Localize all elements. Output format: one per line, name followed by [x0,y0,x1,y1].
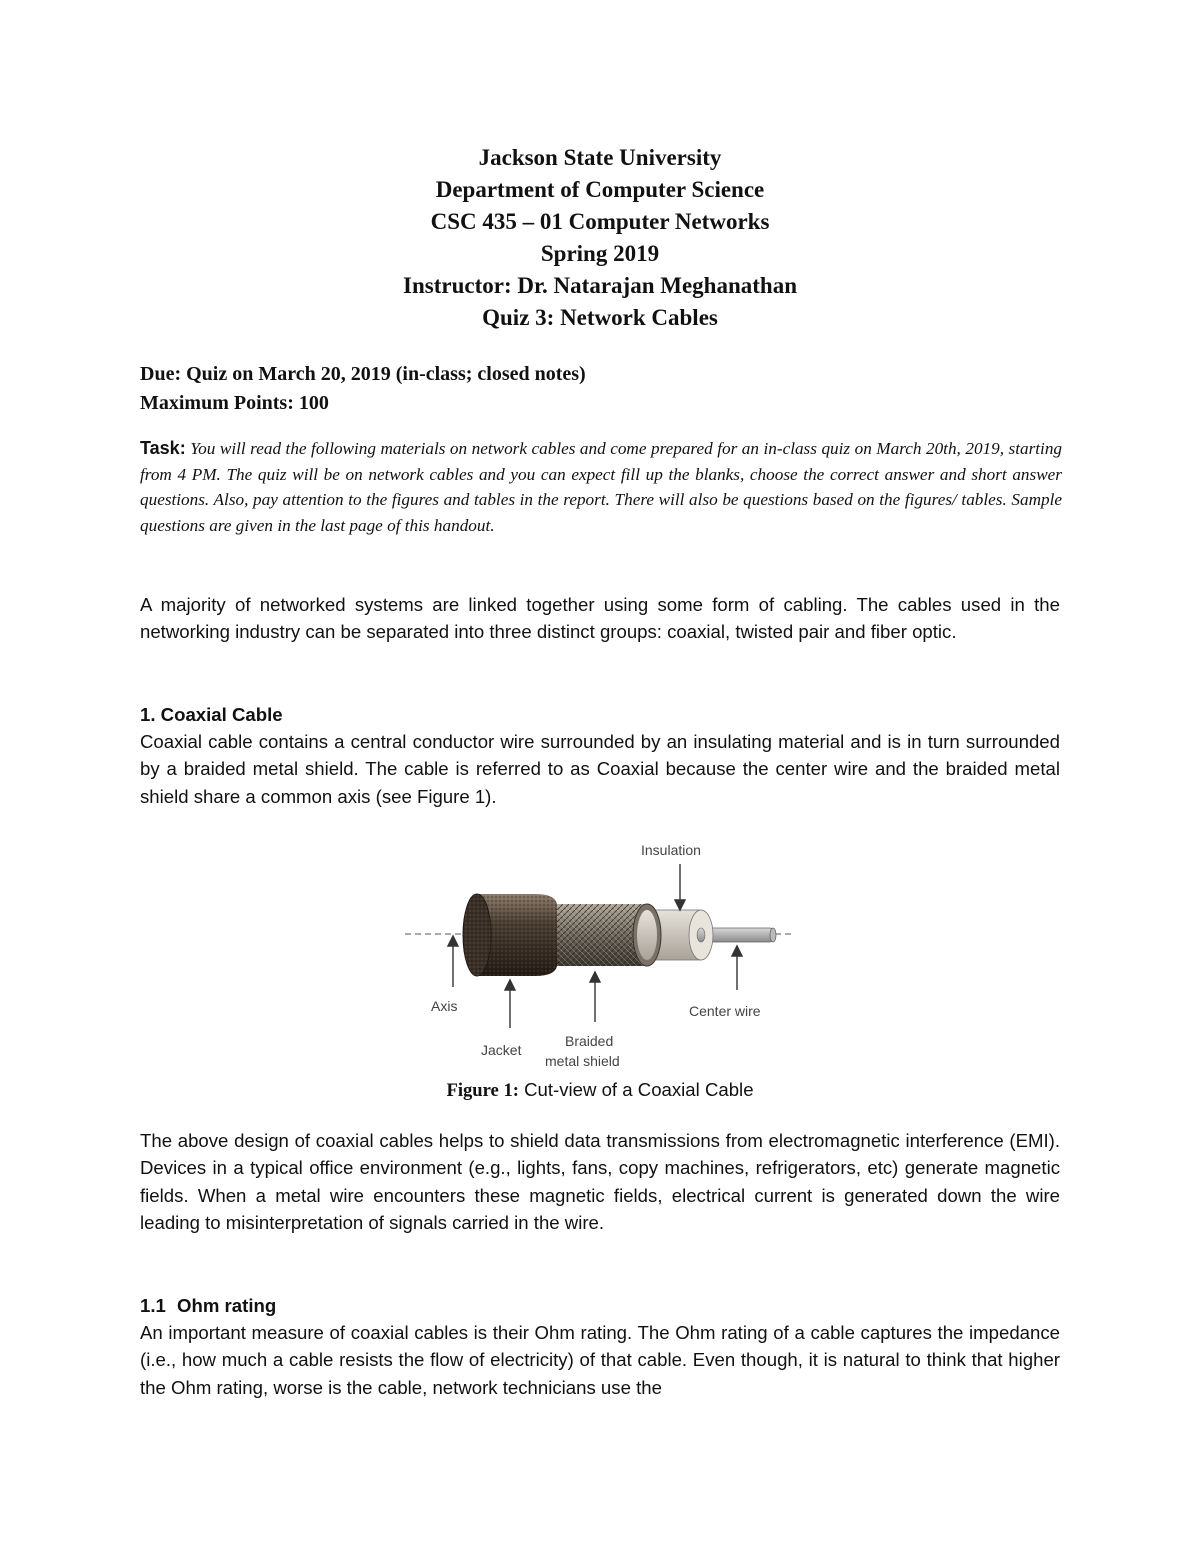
figure-1-caption-text: Cut-view of a Coaxial Cable [518,1079,754,1100]
label-insulation: Insulation [641,842,701,858]
label-jacket: Jacket [481,1042,522,1058]
section-1-1-number: 1.1 [140,1295,166,1316]
document-header [0,142,1200,334]
due-line: Due: Quiz on March 20, 2019 (in-class; closed notes) [140,363,586,385]
task-paragraph [140,436,1062,538]
section-1-heading: 1. Coaxial Cable [140,704,283,725]
section-1-1-paragraph: An important measure of coaxial cables is their Ohm rating. The Ohm rating of a cable captures the impedance (i.e., how much a cable resists the flow of electricity) of that cable. Even though, it is natural to think that higher the Ohm rating, worse is the cable, network technicians use the [140,1322,1060,1398]
quiz-title: Quiz 3: Network Cables [482,305,718,330]
label-metal-shield: metal shield [545,1053,620,1069]
label-axis: Axis [431,998,458,1014]
university-name: Jackson State University [478,145,722,170]
term: Spring 2019 [540,241,660,266]
course-title: CSC 435 – 01 Computer Networks [430,209,770,234]
department-name: Department of Computer Science [435,177,765,202]
section-1-1-title: Ohm rating [177,1295,277,1316]
emi-paragraph: The above design of coaxial cables helps to shield data transmissions from electromagnetic interference (EMI). Devices in a typical office environment (e.g., lights, fans, copy machines, refrigerators, etc) generate magnetic fields. When a metal wire encounters these magnetic fields, electrical current is generated down the wire leading to misinterpretation of signals carried in the wire. [140,1130,1060,1233]
due-block [140,360,586,418]
section-1-1-heading [140,1292,276,1319]
label-center-wire: Center wire [689,1003,761,1019]
label-braided: Braided [565,1033,614,1049]
task-text: You will read the following materials on network cables and come prepared for an in-class quiz on March 20th, 2019, starting from 4 PM. The quiz will be on network cables and you can expect fill up the blanks, choose the correct answer and short answer questions. Also, pay attention to the figures and tables in the report. There will also be questions based on the figures/ tables. Sample questions are given in the last page of this handout. [140,439,1063,535]
max-points-line: Maximum Points: 100 [140,392,329,414]
section-1-paragraph: Coaxial cable contains a central conductor wire surrounded by an insulating material and is in turn surrounded by a braided metal shield. The cable is referred to as Coaxial because the center wire and the braided metal shield share a common axis (see Figure 1). [140,731,1060,807]
task-label: Task: [140,438,186,458]
figure-1-caption-label: Figure 1: [446,1080,519,1101]
coaxial-cable-figure [395,832,815,1077]
intro-paragraph: A majority of networked systems are linked together using some form of cabling. The cables used in the networking industry can be separated into three distinct groups: coaxial, twisted pair and fiber optic. [140,594,1060,643]
instructor: Instructor: Dr. Natarajan Meghanathan [403,273,797,298]
figure-1-caption [0,1076,1200,1104]
